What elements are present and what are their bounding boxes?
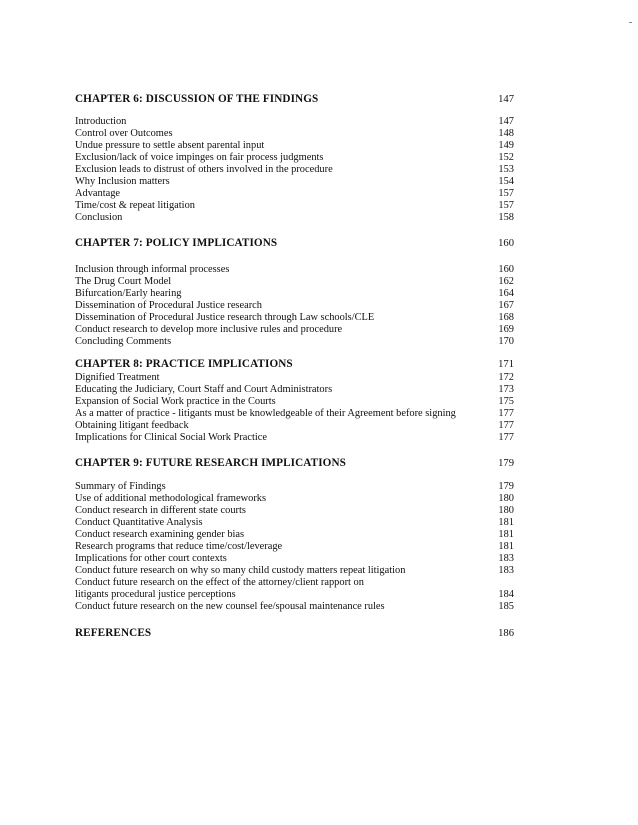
toc-entry: Exclusion leads to distrust of others involved in the procedure	[75, 164, 333, 175]
toc-entry: Conduct future research on the effect of the attorney/client rapport on	[75, 577, 364, 588]
toc-entry-page: 168	[498, 312, 514, 323]
scan-mark	[629, 22, 632, 23]
toc-entry-page: 180	[498, 505, 514, 516]
toc-entry: Advantage	[75, 188, 121, 199]
toc-entry-page: 180	[498, 493, 514, 504]
toc-entry: Control over Outcomes	[75, 128, 173, 139]
toc-entry: Introduction	[75, 116, 127, 127]
toc-entry: Expansion of Social Work practice in the Courts	[75, 396, 276, 407]
toc-entry: As a matter of practice - litigants must be knowledgeable of their Agreement before signing	[75, 408, 456, 419]
toc-entry: Bifurcation/Early hearing	[75, 288, 182, 299]
toc-entry: Research programs that reduce time/cost/leverage	[75, 541, 283, 552]
chapter-9-heading: CHAPTER 9: FUTURE RESEARCH IMPLICATIONS	[75, 457, 346, 469]
toc-entry: Conduct research to develop more inclusive rules and procedure	[75, 324, 343, 335]
toc-entry: Obtaining litigant feedback	[75, 420, 189, 431]
toc-entry: Summary of Findings	[75, 481, 166, 492]
toc-entry-page: 181	[498, 529, 514, 540]
toc-entry: Exclusion/lack of voice impinges on fair process judgments	[75, 152, 324, 163]
chapter-7-page: 160	[498, 238, 514, 249]
toc-entry: Why Inclusion matters	[75, 176, 170, 187]
toc-entry: Conduct research in different state courts	[75, 505, 246, 516]
toc-entry: Use of additional methodological frameworks	[75, 493, 267, 504]
toc-entry-page: 175	[498, 396, 514, 407]
chapter-8-heading: CHAPTER 8: PRACTICE IMPLICATIONS	[75, 358, 293, 370]
toc-entry: Implications for Clinical Social Work Practice	[75, 432, 268, 443]
toc-entry-page: 164	[498, 288, 514, 299]
toc-entry-page: 183	[498, 565, 514, 576]
toc-entry-page: 179	[498, 481, 514, 492]
toc-entry: Concluding Comments	[75, 336, 172, 347]
chapter-6-page: 147	[498, 94, 514, 105]
toc-entry: The Drug Court Model	[75, 276, 172, 287]
toc-entry: Conduct research examining gender bias	[75, 529, 245, 540]
toc-entry: Dissemination of Procedural Justice research through Law schools/CLE	[75, 312, 375, 323]
toc-entry-page: 177	[498, 432, 514, 443]
toc-entry: Dignified Treatment	[75, 372, 160, 383]
toc-entry-page: 149	[498, 140, 514, 151]
chapter-6-heading: CHAPTER 6: DISCUSSION OF THE FINDINGS	[75, 93, 319, 105]
toc-entry: Conclusion	[75, 212, 123, 223]
toc-entry: Conduct future research on the new counsel fee/spousal maintenance rules	[75, 601, 385, 612]
toc-entry-page: 177	[498, 420, 514, 431]
references-page: 186	[498, 628, 514, 639]
toc-entry: Inclusion through informal processes	[75, 264, 230, 275]
toc-entry-page: 153	[498, 164, 514, 175]
toc-entry-page: 157	[498, 200, 514, 211]
toc-entry: Conduct future research on why so many child custody matters repeat litigation	[75, 565, 406, 576]
toc-entry: Time/cost & repeat litigation	[75, 200, 195, 211]
toc-entry-page: 181	[498, 541, 514, 552]
toc-entry-page: 162	[498, 276, 514, 287]
toc-entry-page: 160	[498, 264, 514, 275]
toc-entry: Conduct Quantitative Analysis	[75, 517, 203, 528]
chapter-7-heading: CHAPTER 7: POLICY IMPLICATIONS	[75, 237, 278, 249]
toc-entry-page: 177	[498, 408, 514, 419]
toc-entry: Educating the Judiciary, Court Staff and Court Administrators	[75, 384, 333, 395]
toc-entry-page: 152	[498, 152, 514, 163]
toc-entry: Dissemination of Procedural Justice research	[75, 300, 262, 311]
toc-entry-page: 154	[498, 176, 514, 187]
chapter-9-page: 179	[498, 458, 514, 469]
toc-entry-page: 181	[498, 517, 514, 528]
toc-entry-page: 169	[498, 324, 514, 335]
references-heading: REFERENCES	[75, 627, 152, 639]
toc-entry-page: 173	[498, 384, 514, 395]
toc-entry-page: 158	[498, 212, 514, 223]
toc-entry: litigants procedural justice perceptions	[75, 589, 236, 600]
toc-entry-page: 157	[498, 188, 514, 199]
toc-entry: Undue pressure to settle absent parental input	[75, 140, 265, 151]
toc-entry: Implications for other court contexts	[75, 553, 227, 564]
toc-entry-page: 170	[498, 336, 514, 347]
toc-entry-page: 148	[498, 128, 514, 139]
toc-entry-page: 172	[498, 372, 514, 383]
toc-entry-page: 183	[498, 553, 514, 564]
toc-entry-page: 167	[498, 300, 514, 311]
toc-entry-page: 147	[498, 116, 514, 127]
chapter-8-page: 171	[498, 359, 514, 370]
toc-entry-page: 184	[498, 589, 514, 600]
toc-entry-page: 185	[498, 601, 514, 612]
